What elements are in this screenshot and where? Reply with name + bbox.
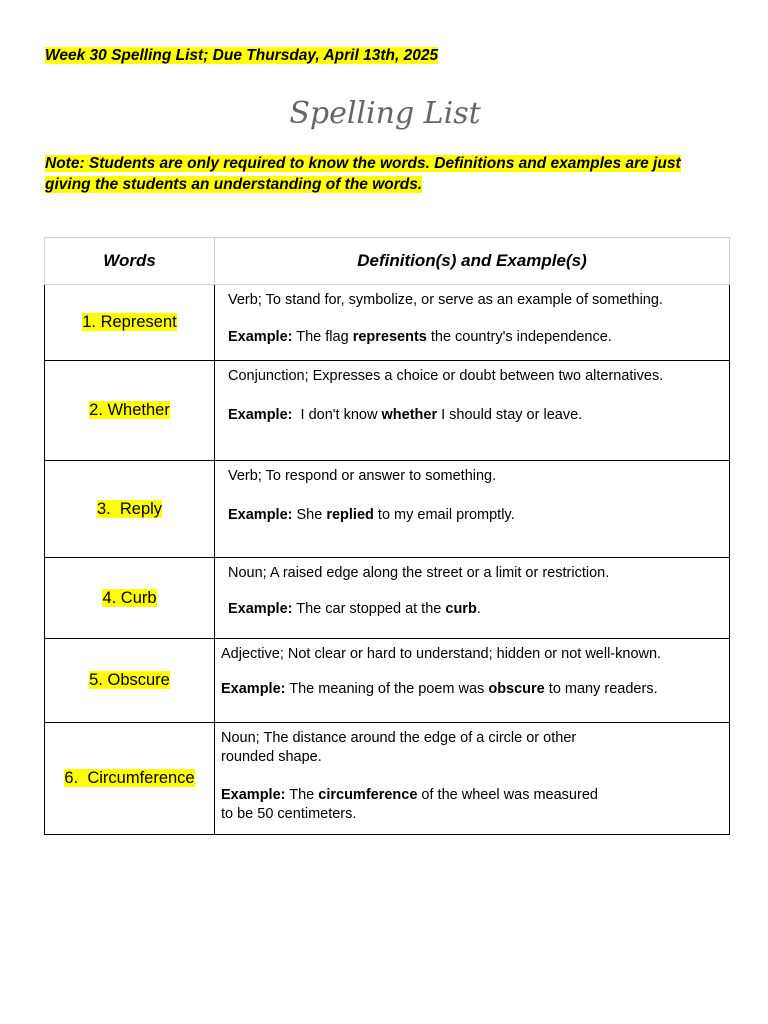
example-post: of the wheel was measured to be 50 centimeters. [221,787,598,822]
note-paragraph [45,153,725,195]
definition-text: Verb; To respond or answer to something. [228,468,497,484]
example-word: represents [352,329,427,345]
example-text [221,680,719,699]
example-label: Example: [228,601,293,617]
example-label: Example: [221,681,286,697]
table-row [45,285,730,361]
word-text: 3. Reply [96,499,163,518]
due-date-line [45,46,438,66]
definition-cell [215,723,730,835]
example-label: Example: [228,507,293,523]
definitions-column-header: Definition(s) and Example(s) [215,238,730,285]
example-text [228,406,719,425]
table-header-row [45,238,730,285]
definition-text: Noun; A raised edge along the street or a limit or restriction. [228,565,610,581]
word-text: 5. Obscure [89,671,170,689]
table-row [45,461,730,558]
definition-cell [215,558,730,639]
definition-text: Noun; The distance around the edge of a circle or other rounded shape. [221,730,577,765]
definition-cell [215,285,730,361]
example-label: Example: [228,407,293,423]
word-text: 6. Circumference [64,769,195,787]
example-label: Example: [221,787,286,803]
words-column-header: Words [45,238,215,285]
spelling-table [44,237,730,835]
word-cell [45,723,215,835]
example-text [228,328,719,347]
example-post: to my email promptly. [373,507,515,523]
example-word: circumference [318,787,418,803]
example-post: the country's independence. [426,329,612,345]
definition-text: Adjective; Not clear or hard to understand; hidden or not well-known. [221,646,662,662]
table-row [45,639,730,723]
example-word: replied [326,507,374,523]
definition-cell [215,361,730,461]
example-word: whether [381,407,438,423]
example-word: curb [445,601,477,617]
word-cell [45,285,215,361]
example-post: I should stay or leave. [437,407,583,423]
word-cell [45,558,215,639]
definition-text: Verb; To stand for, symbolize, or serve as an example of something. [228,292,663,308]
example-pre: The flag [292,329,353,345]
example-text [221,786,659,824]
example-post: to many readers. [544,681,658,697]
definition-cell [215,639,730,723]
word-cell [45,639,215,723]
example-word: obscure [488,681,545,697]
example-post: . [476,601,481,617]
word-text: 4. Curb [102,588,157,607]
table-row [45,558,730,639]
definition-text: Conjunction; Expresses a choice or doubt between two alternatives. [228,368,664,384]
note-text: Note: Students are only required to know the words. Definitions and examples are just giving the students an understanding of the words. [45,155,681,193]
example-text [228,600,719,619]
definition-cell [215,461,730,558]
example-pre: I don't know [292,407,382,423]
page-title: Spelling List [289,96,481,131]
example-pre: The car stopped at the [292,601,446,617]
table-row [45,723,730,835]
example-pre: She [292,507,327,523]
example-label: Example: [228,329,293,345]
example-pre: The meaning of the poem was [285,681,489,697]
example-pre: The [285,787,319,803]
word-cell [45,361,215,461]
word-text: 2. Whether [89,401,170,419]
example-text [228,506,719,525]
word-text: 1. Represent [82,313,177,331]
word-cell [45,461,215,558]
table-row [45,361,730,461]
due-date-text: Week 30 Spelling List; Due Thursday, April 13th, 2025 [45,47,439,64]
